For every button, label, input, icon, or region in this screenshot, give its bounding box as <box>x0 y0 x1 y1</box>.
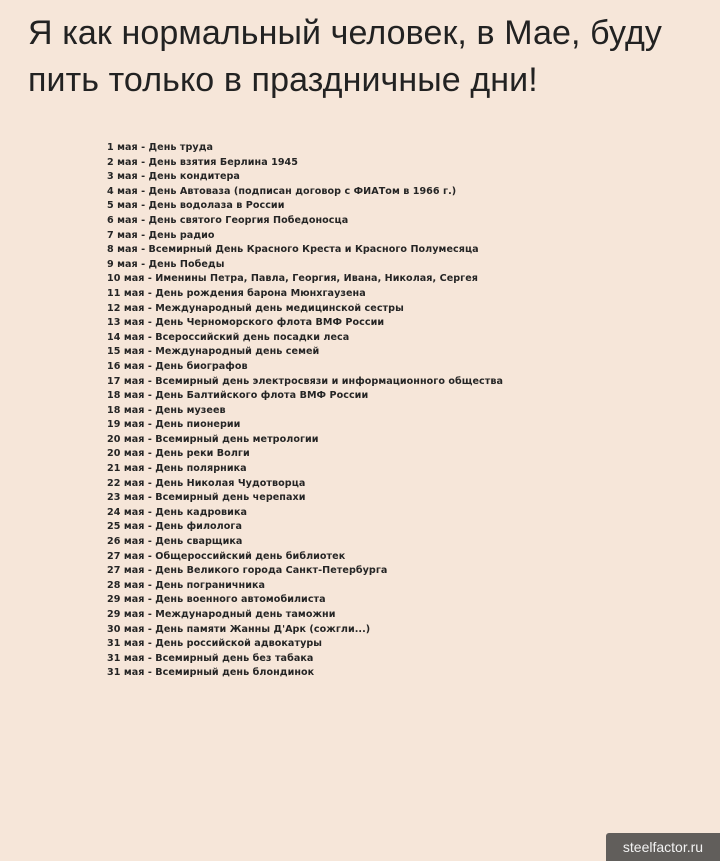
holiday-item: 21 мая - День полярника <box>107 463 247 475</box>
holiday-item: 31 мая - День российской адвокатуры <box>107 638 323 650</box>
holiday-item: 18 мая - День музеев <box>107 404 226 416</box>
holiday-item: 19 мая - День пионерии <box>107 419 241 431</box>
holiday-item: 26 мая - День сварщика <box>107 536 243 548</box>
holiday-item: 11 мая - День рождения барона Мюнхгаузена <box>107 287 366 299</box>
holiday-item: 10 мая - Именины Петра, Павла, Георгия, Ивана, Николая, Сергея <box>107 273 478 285</box>
holiday-item: 2 мая - День взятия Берлина 1945 <box>107 156 299 168</box>
holiday-item: 20 мая - Всемирный день метрологии <box>107 433 319 445</box>
holiday-item: 22 мая - День Николая Чудотворца <box>107 477 306 489</box>
holiday-item: 12 мая - Международный день медицинской сестры <box>107 302 404 314</box>
holiday-item: 23 мая - Всемирный день черепахи <box>107 492 306 504</box>
holiday-item: 9 мая - День Победы <box>107 258 225 270</box>
holiday-item: 29 мая - Международный день таможни <box>107 609 336 620</box>
holiday-item: 17 мая - Всемирный день электросвязи и информационного общества <box>107 375 503 387</box>
holiday-list <box>107 141 627 681</box>
holiday-item: 13 мая - День Черноморского флота ВМФ России <box>107 317 385 329</box>
holiday-item: 27 мая - Общероссийский день библиотек <box>107 550 346 562</box>
holiday-item: 29 мая - День военного автомобилиста <box>107 594 326 606</box>
holiday-item: 25 мая - День филолога <box>107 521 242 533</box>
holiday-item: 7 мая - День радио <box>107 229 215 241</box>
holiday-item: 15 мая - Международный день семей <box>107 346 320 358</box>
holiday-item: 31 мая - Всемирный день без табака <box>107 652 314 664</box>
holiday-item: 5 мая - День водолаза в России <box>107 200 285 212</box>
watermark: steelfactor.ru <box>606 833 720 861</box>
holiday-item: 30 мая - День памяти Жанны Д'Арк (сожгли...) <box>107 623 371 635</box>
holiday-item: 31 мая - Всемирный день блондинок <box>107 667 315 679</box>
holiday-item: 18 мая - День Балтийского флота ВМФ России <box>107 390 369 402</box>
holiday-item: 24 мая - День кадровика <box>107 506 248 518</box>
holiday-item: 20 мая - День реки Волги <box>107 448 250 460</box>
holiday-item: 28 мая - День пограничника <box>107 579 266 591</box>
holiday-item: 27 мая - День Великого города Санкт-Петербурга <box>107 565 388 577</box>
holiday-item: 4 мая - День Автоваза (подписан договор с ФИАТом в 1966 г.) <box>107 185 457 197</box>
holiday-item: 3 мая - День кондитера <box>107 171 240 183</box>
holiday-item: 8 мая - Всемирный День Красного Креста и Красного Полумесяца <box>107 244 479 256</box>
holiday-item: 6 мая - День святого Георгия Победоносца <box>107 214 349 226</box>
holiday-item: 16 мая - День биографов <box>107 360 248 372</box>
holiday-item: 14 мая - Всероссийский день посадки леса <box>107 331 350 343</box>
headline: Я как нормальный человек, в Мае, буду пить только в праздничные дни! <box>28 14 662 99</box>
holiday-item: 1 мая - День труда <box>107 142 214 153</box>
